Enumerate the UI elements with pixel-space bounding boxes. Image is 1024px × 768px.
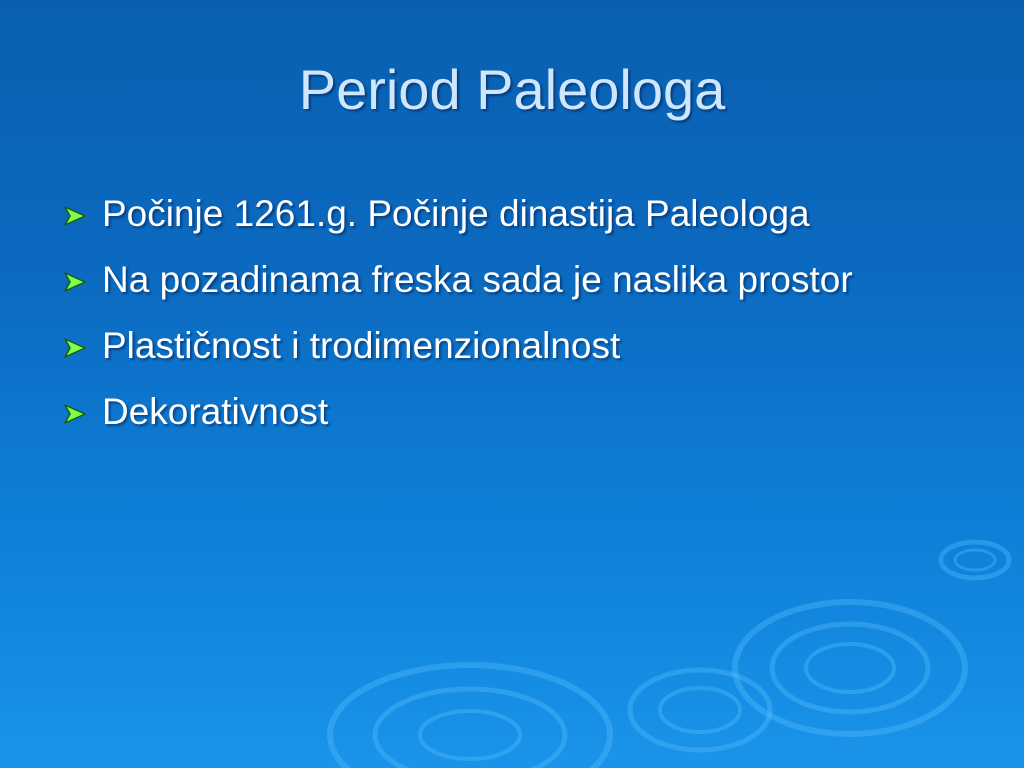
arrow-bullet-icon — [62, 205, 88, 227]
bullet-item — [62, 388, 962, 435]
bullet-item — [62, 322, 962, 369]
slide-title: Period Paleologa — [298, 58, 726, 121]
bullet-text: Na pozadinama freska sada je naslika prostor — [102, 259, 853, 300]
bullet-item — [62, 256, 962, 303]
arrow-bullet-icon — [62, 271, 88, 293]
bullet-list — [62, 190, 962, 454]
bullet-text: Počinje 1261.g. Počinje dinastija Paleologa — [102, 193, 810, 234]
bullet-text: Dekorativnost — [102, 391, 329, 432]
arrow-bullet-icon — [62, 403, 88, 425]
arrow-bullet-icon — [62, 337, 88, 359]
bullet-item — [62, 190, 962, 237]
bullet-text: Plastičnost i trodimenzionalnost — [102, 325, 621, 366]
